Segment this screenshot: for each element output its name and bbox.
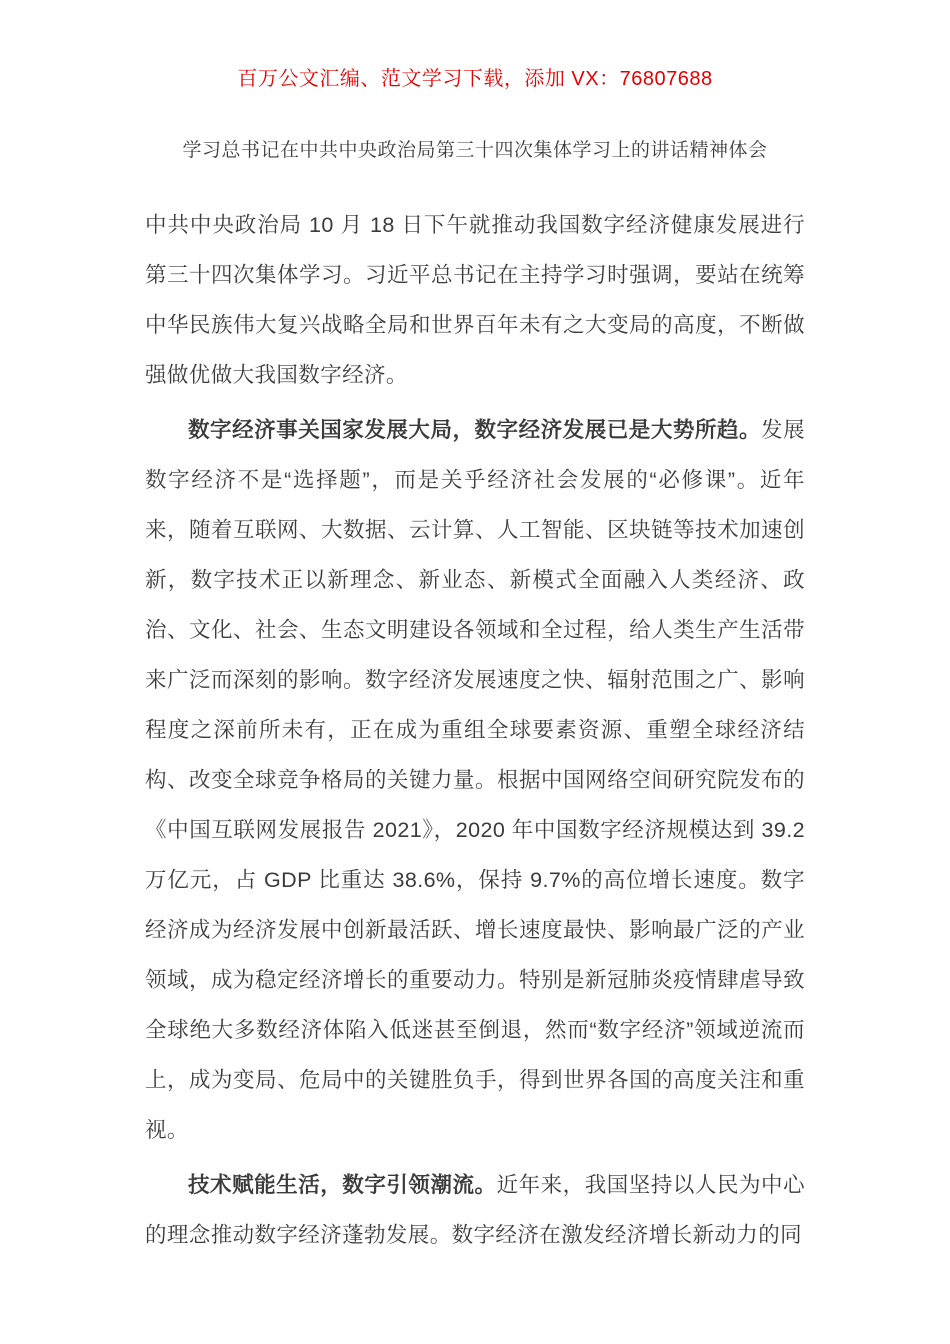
paragraph-text: 中共中央政治局 10 月 18 日下午就推动我国数字经济健康发展进行第三十四次集体学习。习近平总书记在主持学习时强调，要站在统筹中华民族伟大复兴战略全局和世界百年未有之大变局的高度，不断做强做优做大我国数字经济。 — [145, 213, 805, 387]
paragraph-lead: 技术赋能生活，数字引领潮流。 — [188, 1173, 497, 1197]
paragraph-text: 发展数字经济不是“选择题”，而是关乎经济社会发展的“必修课”。近年来，随着互联网、大数据、云计算、人工智能、区块链等技术加速创新，数字技术正以新理念、新业态、新模式全面融入人类经济、政治、文化、社会、生态文明建设各领域和全过程，给人类生产生活带来广泛而深刻的影响。数字经济发展速度之快、辐射范围之广、影响程度之深前所未有，正在成为重组全球要素资源、重塑全球经济结构、改变全球竞争格局的关键力量。根据中国网络空间研究院发布的《中国互联网发展报告 2021》，2020 年中国数字经济规模达到 39.2 万亿元，占 GDP 比重达 38.6%，保持 9.7%的高位增长速度。数字经济成为经济发展中创新最活跃、增长速度最快、影响最广泛的产业领域，成为稳定经济增长的重要动力。特别是新冠肺炎疫情肆虐导致全球绝大多数经济体陷入低迷甚至倒退，然而“数字经济”领域逆流而上，成为变局、危局中的关键胜负手，得到世界各国的高度关注和重视。 — [145, 418, 805, 1142]
paragraph-text: 近年来，我国坚持以人民为中心的理念推动数字经济蓬勃发展。数字经济在激发经济增长新动力的同 — [145, 1173, 805, 1247]
paragraph — [145, 1160, 805, 1260]
promo-notice: 百万公文汇编、范文学习下载，添加 VX：76807688 — [237, 68, 713, 90]
page-title: 学习总书记在中共中央政治局第三十四次集体学习上的讲话精神体会 — [182, 140, 768, 161]
document-body — [145, 200, 805, 1260]
paragraph — [145, 405, 805, 1155]
paragraph — [145, 200, 805, 400]
paragraph-lead: 数字经济事关国家发展大局，数字经济发展已是大势所趋。 — [188, 418, 762, 442]
